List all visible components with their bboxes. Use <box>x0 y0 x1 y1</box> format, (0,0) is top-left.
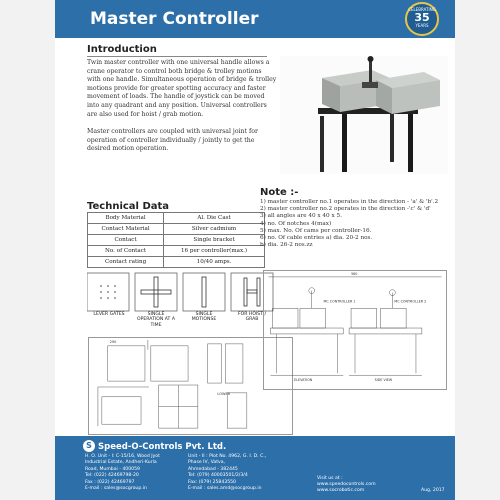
list-item: 3) all angles are 40 x 40 x 5. <box>260 213 342 220</box>
table-row <box>88 257 265 268</box>
address-line: Road, Mumbai - 400059 <box>85 466 140 472</box>
table-row <box>88 224 265 235</box>
website-link-2[interactable]: www.socrobotic.com <box>317 488 365 494</box>
technical-data-heading: Technical Data <box>87 201 170 212</box>
visit-block: Visit us at : www.speedocontrols.com www.socrobotic.com <box>317 476 376 494</box>
gate-label: FOR HOIST / GRAB <box>237 312 267 323</box>
controller-2-label: MC CONTROLLER 2 <box>394 299 427 304</box>
table-cell-value: Silver cadmium <box>164 224 265 235</box>
table-cell-value: 16 per controller(max.) <box>164 246 265 257</box>
footer <box>55 436 455 500</box>
dim-label: 290 <box>109 339 117 344</box>
dim-label: 560 <box>351 271 358 276</box>
table-cell-value: Al. Die Cast <box>164 213 265 224</box>
table-cell-label: Contact Material <box>88 224 164 235</box>
gate-label: SINGLE OPERATION AT A TIME <box>137 312 175 328</box>
website-link[interactable]: www.speedocontrols.com <box>317 482 376 488</box>
address-unit-2 <box>188 454 266 492</box>
header-bar <box>55 0 455 38</box>
table-cell-value: Single bracket <box>164 235 265 246</box>
company-logo-icon: S <box>83 440 95 452</box>
address-line: Tel: (022) 42469798-20 <box>85 473 139 479</box>
list-item: 5) max. No. Of cams per controller-16. <box>260 227 372 234</box>
address-head-office <box>85 454 160 492</box>
address-line: E-mail : sales@socgroup.in <box>85 486 147 492</box>
intro-paragraph-2: Master controllers are coupled with universal joint for operation of controller individually / jointly to get the desired motion operation. <box>87 128 258 153</box>
table-cell-label: Contact rating <box>88 257 164 268</box>
datasheet-page <box>55 0 455 500</box>
lower-label: LOWER <box>217 391 231 396</box>
technical-data-table <box>87 212 265 268</box>
controller-1-label: MC CONTROLLER 1 <box>323 299 356 304</box>
gate-label: LEVER GATES <box>93 312 125 317</box>
address-line: E-mail : sales.amd@socgroup.in <box>188 486 262 492</box>
list-item: 1) master controller no.1 operates in the direction - 'a' & 'b'.2 <box>260 199 439 205</box>
address-line: Tel: (079) 40003501/2/3/4 <box>188 473 248 479</box>
table-cell-value: 10/40 amps. <box>164 257 265 268</box>
elevation-label: ELEVATION <box>294 378 313 383</box>
table-row <box>88 235 265 246</box>
page-title: Master Controller <box>90 9 259 29</box>
table-row <box>88 213 265 224</box>
dimension-drawing-right <box>263 270 447 390</box>
intro-paragraph-1: Twin master controller with one universal handle allows a crane operator to control both bridge & trolley motions with one handle. Simultaneous operation of bridge & trolley motions provide for greater spotting accuracy and faster movement of loads. The handle of joystick can be moved into any quadrant and any position. Universal controllers are also used for hoist / grab motion. <box>87 59 277 118</box>
note-heading: Note :- <box>260 187 299 198</box>
address-line: Industrial Estate, Andheri-Kurla <box>85 460 157 466</box>
address-line: Ahmedabad - 382445 <box>188 466 238 472</box>
divider <box>87 56 267 57</box>
list-item: 4) no. Of notches 4(max) <box>260 220 332 227</box>
address-line: Fax: (079) 25843550 <box>188 479 236 485</box>
anniversary-badge: CELEBRATING 35 YEARS <box>405 2 439 36</box>
introduction-heading: Introduction <box>87 44 157 55</box>
gate-label: SINGLE MOTIONSE <box>191 312 217 323</box>
address-line: Unit - II : Plot No. 4962, G. I. D. C., <box>188 454 267 459</box>
side-view-label: SIDE VIEW <box>374 378 393 383</box>
list-item: b) dia. 26-2 nos.zz <box>260 242 313 249</box>
table-cell-label: No. of Contact <box>88 246 164 257</box>
list-item: 6) no. Of cable entries a) dia. 20-2 nos. <box>260 235 373 242</box>
address-line: H. O. Unit - I: C-15/16, Wood Jyot <box>85 454 160 459</box>
issue-date: Aug, 2017 <box>421 488 445 493</box>
address-line: Phase IV, Vatva, <box>188 460 225 466</box>
address-line: Fax : (022) 42469797 <box>85 479 135 485</box>
table-cell-label: Body Material <box>88 213 164 224</box>
table-cell-label: Contact <box>88 235 164 246</box>
list-item: 2) master controller no.2 operates in the direction -'c' & 'd' <box>260 206 431 213</box>
table-row <box>88 246 265 257</box>
master-controller-photo <box>280 56 448 174</box>
company-name: Speed-O-Controls Pvt. Ltd. <box>98 442 227 452</box>
note-list <box>260 199 445 249</box>
